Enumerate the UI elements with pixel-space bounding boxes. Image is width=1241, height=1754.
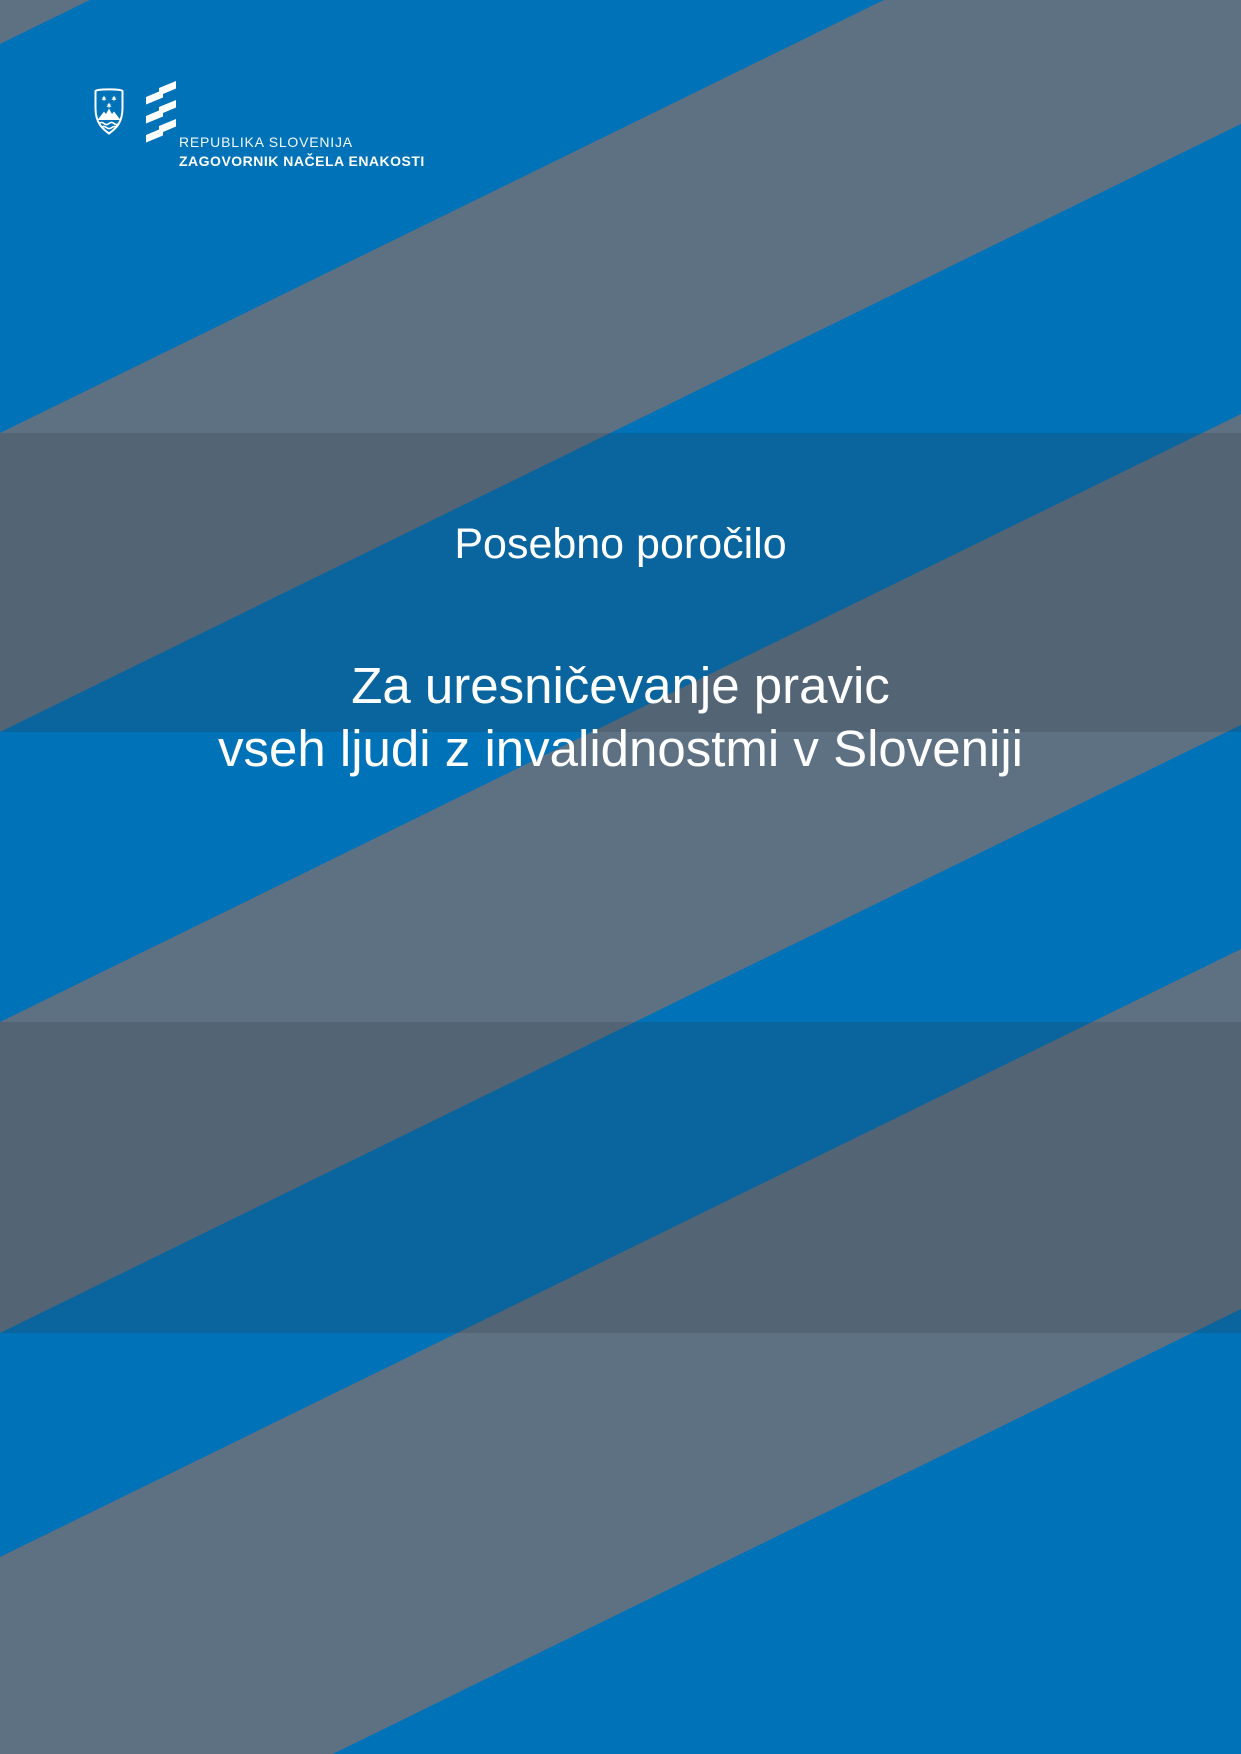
org-name-line2: ZAGOVORNIK NAČELA ENAKOSTI [179,153,425,169]
cover-subtitle-line1: Za uresničevanje pravic [351,657,890,714]
cover-subtitle-line2: vseh ljudi z invalidnostmi v Sloveniji [217,720,1024,777]
cover-subtitle [0,654,1241,780]
zagovornik-z-logomark-icon [144,80,178,144]
cover-title: Posebno poročilo [454,520,787,568]
shade-band [0,1022,1241,1333]
org-name-line1: REPUBLIKA SLOVENIJA [179,134,353,150]
slovenia-coat-of-arms-icon [92,86,126,136]
